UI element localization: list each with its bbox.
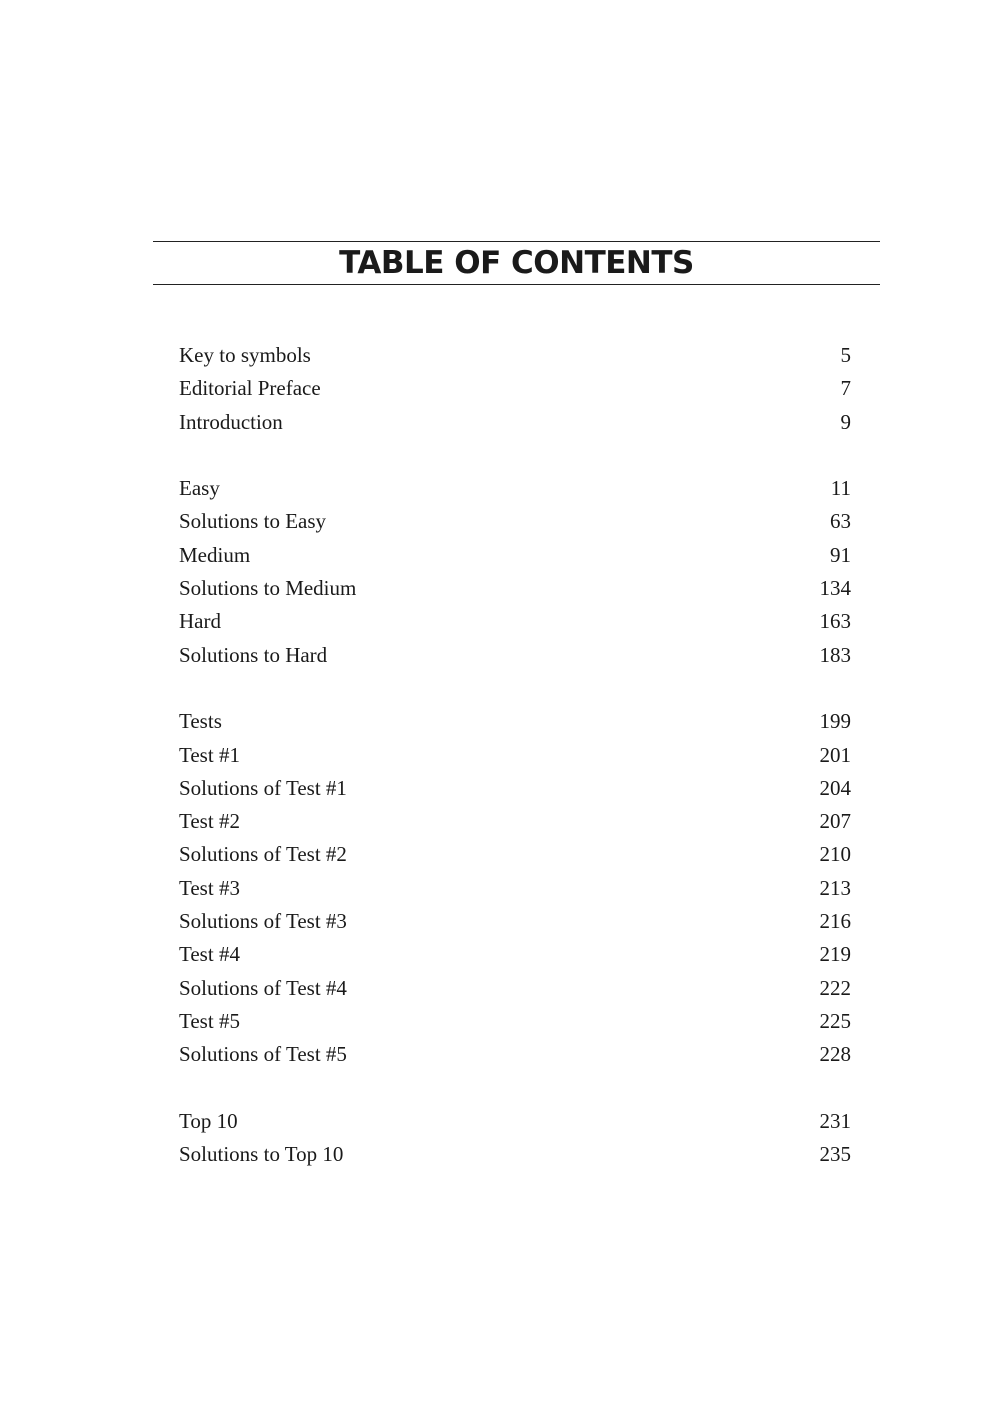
toc-entry-title: Solutions of Test #2	[179, 842, 347, 867]
toc-entry-title: Test #3	[179, 875, 240, 900]
toc-entry-title: Test #1	[179, 742, 240, 767]
toc-entry[interactable]	[179, 1138, 851, 1171]
toc-entry-page-number: 11	[830, 476, 851, 501]
toc-entry[interactable]	[179, 972, 851, 1005]
toc-entry[interactable]	[179, 406, 851, 439]
toc-entry-page-number: 201	[819, 742, 851, 767]
toc-entry-title: Top 10	[179, 1108, 238, 1133]
toc-entry[interactable]	[179, 1005, 851, 1038]
toc-entry-title: Test #4	[179, 942, 240, 967]
toc-entry-title: Test #2	[179, 809, 240, 834]
toc-entry[interactable]	[179, 1038, 851, 1071]
table-of-contents	[179, 339, 851, 1205]
toc-group	[179, 472, 851, 672]
toc-entry-title: Solutions of Test #4	[179, 975, 347, 1000]
toc-entry[interactable]	[179, 705, 851, 738]
toc-entry[interactable]	[179, 505, 851, 538]
page-title: TABLE OF CONTENTS	[339, 244, 694, 281]
toc-entry-page-number: 210	[819, 842, 851, 867]
toc-entry-page-number: 199	[819, 709, 851, 734]
toc-entry[interactable]	[179, 372, 851, 405]
toc-entry[interactable]	[179, 938, 851, 971]
toc-entry[interactable]	[179, 905, 851, 938]
toc-entry[interactable]	[179, 838, 851, 871]
toc-entry[interactable]	[179, 772, 851, 805]
toc-entry-title: Solutions to Top 10	[179, 1142, 344, 1167]
title-block	[153, 241, 880, 285]
toc-entry-title: Solutions to Hard	[179, 642, 328, 667]
toc-entry-page-number: 228	[819, 1042, 851, 1067]
toc-entry[interactable]	[179, 539, 851, 572]
toc-entry[interactable]	[179, 1105, 851, 1138]
toc-entry-page-number: 216	[819, 909, 851, 934]
toc-entry-title: Test #5	[179, 1008, 240, 1033]
toc-entry-page-number: 213	[819, 875, 851, 900]
toc-entry-title: Solutions of Test #1	[179, 775, 347, 800]
toc-entry[interactable]	[179, 572, 851, 605]
toc-entry-title: Key to symbols	[179, 343, 311, 367]
toc-entry-title: Introduction	[179, 409, 283, 434]
toc-entry[interactable]	[179, 739, 851, 772]
toc-entry-title: Editorial Preface	[179, 376, 321, 401]
toc-entry[interactable]	[179, 805, 851, 838]
toc-entry-page-number: 134	[819, 576, 851, 601]
toc-entry-page-number: 204	[819, 775, 851, 800]
toc-entry[interactable]	[179, 872, 851, 905]
toc-entry-title: Solutions of Test #3	[179, 909, 347, 934]
toc-entry-page-number: 183	[819, 642, 851, 667]
toc-entry[interactable]	[179, 639, 851, 672]
toc-group	[179, 339, 851, 439]
toc-entry-page-number: 225	[819, 1008, 851, 1033]
toc-group	[179, 705, 851, 1071]
toc-entry-title: Solutions to Easy	[179, 509, 327, 534]
toc-entry[interactable]	[179, 605, 851, 638]
toc-entry-title: Easy	[179, 476, 220, 501]
toc-entry-page-number: 222	[819, 975, 851, 1000]
toc-entry-page-number: 207	[819, 809, 851, 834]
toc-entry-title: Solutions to Medium	[179, 576, 357, 601]
toc-entry-page-number: 231	[819, 1108, 851, 1133]
toc-entry-title: Solutions of Test #5	[179, 1042, 347, 1067]
toc-entry-title: Medium	[179, 542, 251, 567]
toc-entry-title: Hard	[179, 609, 221, 634]
toc-entry-page-number: 5	[840, 343, 851, 367]
toc-entry-page-number: 91	[830, 542, 851, 567]
toc-entry-page-number: 9	[840, 409, 851, 434]
toc-entry-page-number: 163	[819, 609, 851, 634]
toc-entry[interactable]	[179, 472, 851, 505]
toc-group	[179, 1105, 851, 1172]
toc-entry-page-number: 7	[840, 376, 851, 401]
toc-entry-page-number: 63	[830, 509, 851, 534]
toc-entry[interactable]	[179, 339, 851, 372]
toc-entry-page-number: 235	[819, 1142, 851, 1167]
toc-entry-page-number: 219	[819, 942, 851, 967]
toc-entry-title: Tests	[179, 709, 222, 734]
